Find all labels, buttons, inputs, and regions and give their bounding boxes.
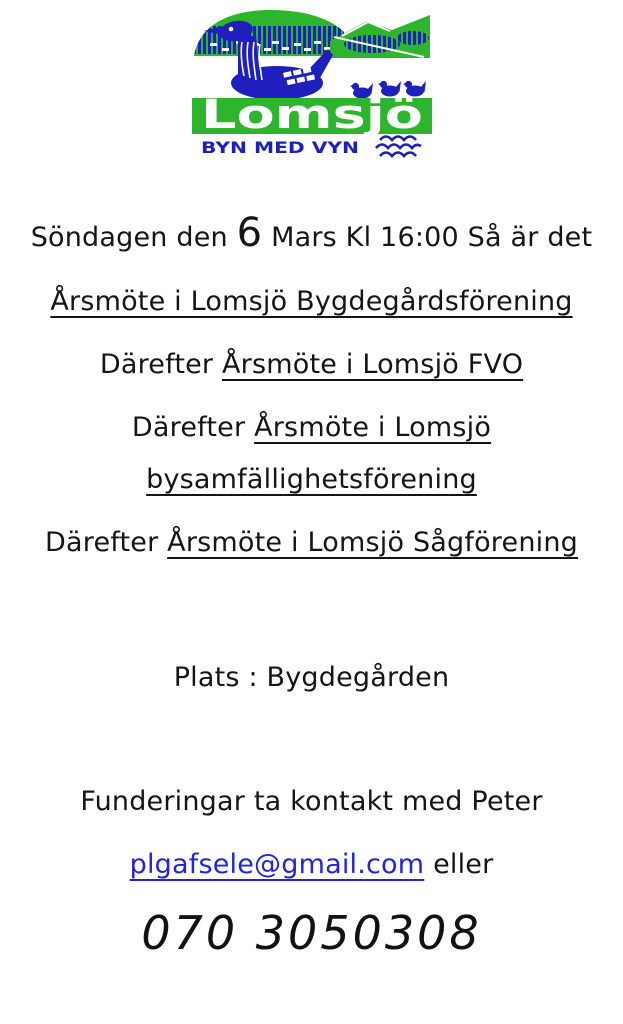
place-line: Plats : Bygdegården xyxy=(173,662,450,693)
email-link[interactable]: plgafsele@gmail.com xyxy=(129,849,425,880)
date-line xyxy=(31,212,593,264)
phone-number: 070 3050308 xyxy=(141,906,482,960)
meeting-line-fvo xyxy=(100,339,523,391)
email-suffix: eller xyxy=(424,849,494,880)
logo-title: Lomsjö xyxy=(200,92,423,138)
mountain-ridge-icon xyxy=(330,15,430,58)
meeting-prefix: Därefter xyxy=(45,527,168,558)
date-post: Mars Kl 16:00 Så är det xyxy=(262,222,593,253)
meeting-line-sagforening xyxy=(45,517,578,569)
waves-icon xyxy=(376,137,421,157)
lomsjo-logo-graphic xyxy=(192,4,432,162)
date-day: 6 xyxy=(236,210,263,256)
meeting-title: Årsmöte i Lomsjö Bygdegårdsförening xyxy=(50,286,573,317)
meeting-line-bygdegardsforening xyxy=(50,276,572,328)
meeting-title: Årsmöte i Lomsjö FVO xyxy=(222,349,524,380)
meeting-line-bysamfallighetsforening xyxy=(82,402,542,506)
email-line xyxy=(130,839,494,891)
meeting-title: Årsmöte i Lomsjö Sågförening xyxy=(167,527,578,558)
meeting-title: Årsmöte i Lomsjö bysamfällighetsförening xyxy=(146,412,492,495)
meeting-prefix: Därefter xyxy=(131,412,255,443)
date-pre: Söndagen den xyxy=(30,222,237,253)
logo-tagline: BYN MED VYN xyxy=(200,138,359,157)
meeting-prefix: Därefter xyxy=(99,349,222,380)
contact-line: Funderingar ta kontakt med Peter xyxy=(80,786,543,817)
lomsjo-logo xyxy=(192,4,432,162)
